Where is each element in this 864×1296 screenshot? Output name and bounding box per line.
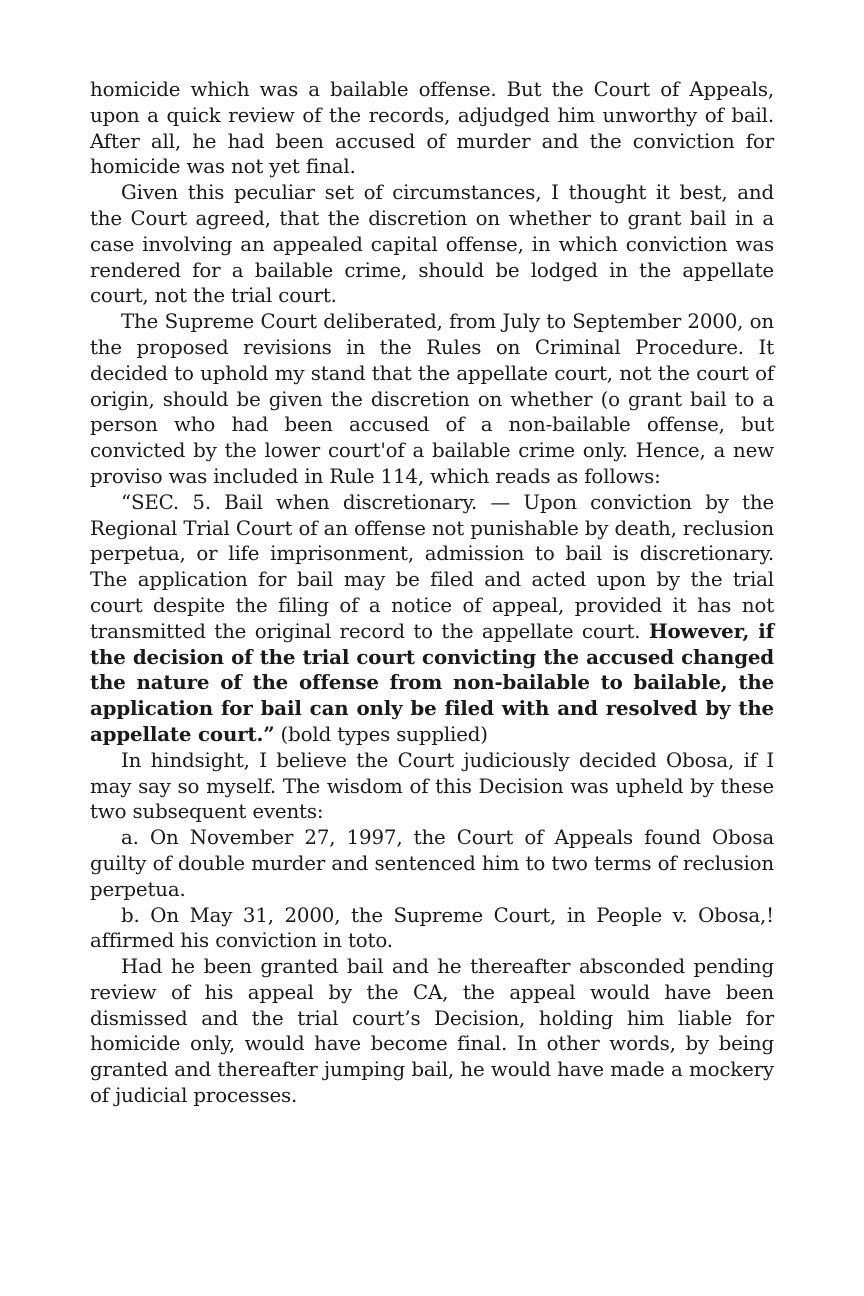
quotation-bold-text: However, if the decision of the trial court convicting the accused changed the nature of the offense from non-bailable to bailable, the application for bail can only be filed with and resolved by the appellate court.” <box>90 618 774 746</box>
paragraph-hindsight: In hindsight, I believe the Court judiciously decided Obosa, if I may say so myself. The wisdom of this Decision was upheld by these two subsequent events: <box>90 748 774 824</box>
paragraph-rule-quotation <box>90 490 774 748</box>
quotation-note: (bold types supplied) <box>274 722 488 746</box>
paragraph-conclusion: Had he been granted bail and he thereafter absconded pending review of his appeal by the CA, the appeal would have been dismissed and the trial court’s Decision, holding him liable for homicide only, would have become final. In other words, by being granted and thereafter jumping bail, he would have made a mockery of judicial processes. <box>90 955 774 1108</box>
document-page <box>90 77 774 1109</box>
paragraph-supreme-court-deliberation: The Supreme Court deliberated, from July to September 2000, on the proposed revisions in the Rules on Criminal Procedure. It decided to uphold my stand that the appellate court, not the court of origin, should be given the discretion on whether (o grant bail to a person who had been accused of a non-bailable offense, but convicted by the lower court'of a bailable crime only. Hence, a new proviso was included in Rule 114, which reads as follows: <box>90 310 774 488</box>
paragraph-event-a: a. On November 27, 1997, the Court of Appeals found Obosa guilty of double murder and sentenced him to two terms of reclusion perpetua. <box>90 826 774 901</box>
paragraph-peculiar-circumstances: Given this peculiar set of circumstances, I thought it best, and the Court agreed, that the discretion on whether to grant bail in a case involving an appealed capital offense, in which conviction was rendered for a bailable crime, should be lodged in the appellate court, not the trial court. <box>90 181 774 308</box>
paragraph-homicide-bail: homicide which was a bailable offense. But the Court of Appeals, upon a quick review of the records, adjudged him unworthy of bail. After all, he had been accused of murder and the conviction for homicide was not yet final. <box>90 78 774 179</box>
paragraph-event-b: b. On May 31, 2000, the Supreme Court, in People v. Obosa,! affirmed his conviction in toto. <box>90 903 774 953</box>
quotation-normal-text: “SEC. 5. Bail when discretionary. — Upon conviction by the Regional Trial Court of an offense not punishable by death, reclusion perpetua, or life imprisonment, admission to bail is discretionary. The application for bail may be filed and acted upon by the trial court despite the filing of a notice of appeal, provided it has not transmitted the original record to the appellate court. <box>90 490 774 643</box>
